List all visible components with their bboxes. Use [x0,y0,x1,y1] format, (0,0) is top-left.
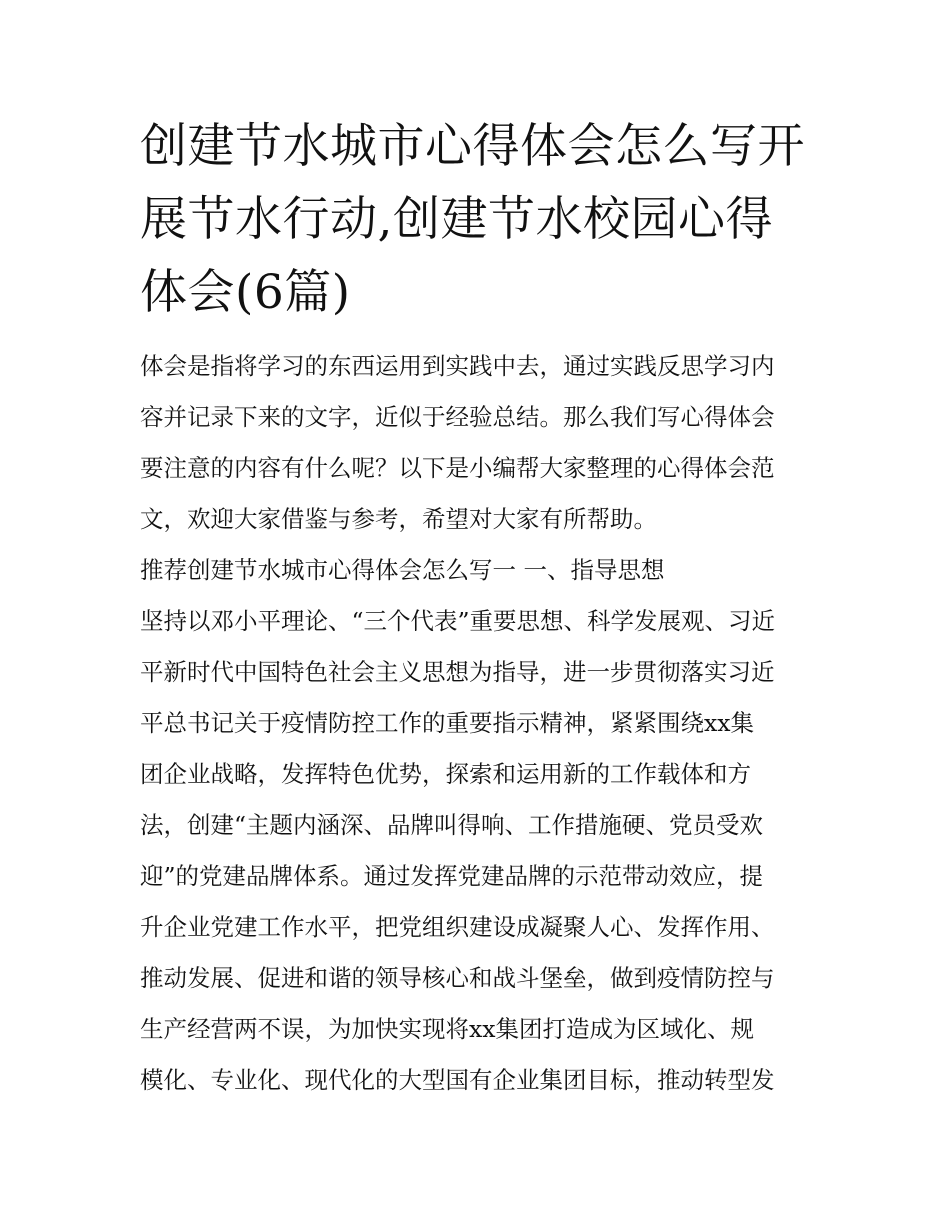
body-line: 升企业党建工作水平，把党组织建设成凝聚人心、发挥作用、 [140,913,775,941]
document-title: 创建节水城市心得体会怎么写开展节水行动,创建节水校园心得体会(6篇) [140,119,805,320]
body-line: 推动发展、促进和谐的领导核心和战斗堡垒，做到疫情防控与 [140,964,775,992]
intro-line: 要注意的内容有什么呢？以下是小编帮大家整理的心得体会范 [140,454,775,482]
body-line: 平总书记关于疫情防控工作的重要指示精神，紧紧围绕xx集 [140,709,755,737]
intro-line: 容并记录下来的文字，近似于经验总结。那么我们写心得体会 [140,403,775,431]
section-heading: 推荐创建节水城市心得体会怎么写一 一、指导思想 [140,556,665,584]
document-body [140,341,820,1106]
body-line: 迎”的党建品牌体系。通过发挥党建品牌的示范带动效应，提 [140,862,764,890]
intro-line: 体会是指将学习的东西运用到实践中去，通过实践反思学习内 [140,352,775,380]
body-line: 团企业战略，发挥特色优势，探索和运用新的工作载体和方 [140,760,751,788]
body-line: 生产经营两不误，为加快实现将xx集团打造成为区域化、规 [140,1015,755,1043]
body-line: 平新时代中国特色社会主义思想为指导，进一步贯彻落实习近 [140,658,775,686]
document-page [140,110,820,1106]
intro-line: 文，欢迎大家借鉴与参考，希望对大家有所帮助。 [140,505,657,533]
body-line: 模化、专业化、现代化的大型国有企业集团目标，推动转型发 [140,1066,775,1094]
body-line: 法，创建“主题内涵深、品牌叫得响、工作措施硬、党员受欢 [140,811,764,839]
body-line: 坚持以邓小平理论、“三个代表”重要思想、科学发展观、习近 [140,607,776,635]
